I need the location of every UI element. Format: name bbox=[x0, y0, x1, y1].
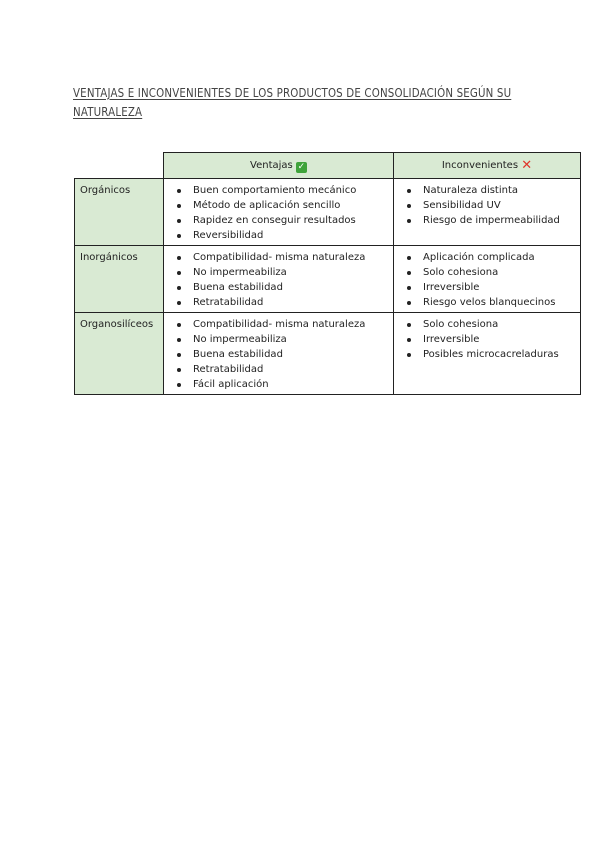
disadvantages-list bbox=[399, 250, 575, 310]
disadvantages-cell bbox=[394, 246, 581, 313]
check-mark-icon: ✓ bbox=[297, 162, 306, 172]
list-item: Solo cohesiona bbox=[423, 317, 575, 332]
table-row bbox=[75, 179, 581, 246]
list-item: Naturaleza distinta bbox=[423, 183, 575, 198]
list-item: Método de aplicación sencillo bbox=[193, 198, 388, 213]
advantages-cell bbox=[164, 246, 394, 313]
row-label: Inorgánicos bbox=[75, 246, 164, 313]
cross-mark-icon: ✕ bbox=[521, 158, 533, 173]
header-empty-cell bbox=[75, 153, 164, 179]
list-item: Riesgo de impermeabilidad bbox=[423, 213, 575, 228]
header-advantages-label: Ventajas bbox=[250, 160, 293, 171]
list-item: Fácil aplicación bbox=[193, 377, 388, 392]
disadvantages-cell bbox=[394, 313, 581, 395]
advantages-cell bbox=[164, 313, 394, 395]
comparison-table bbox=[74, 152, 581, 395]
list-item: Sensibilidad UV bbox=[423, 198, 575, 213]
list-item: Aplicación complicada bbox=[423, 250, 575, 265]
list-item: Solo cohesiona bbox=[423, 265, 575, 280]
list-item: Irreversible bbox=[423, 280, 575, 295]
list-item: Rapidez en conseguir resultados bbox=[193, 213, 388, 228]
advantages-list bbox=[169, 317, 388, 392]
table-row bbox=[75, 313, 581, 395]
list-item: No impermeabiliza bbox=[193, 265, 388, 280]
header-disadvantages bbox=[394, 153, 581, 179]
row-label: Orgánicos bbox=[75, 179, 164, 246]
list-item: Buena estabilidad bbox=[193, 347, 388, 362]
header-disadvantages-label: Inconvenientes bbox=[441, 160, 519, 171]
list-item: No impermeabiliza bbox=[193, 332, 388, 347]
disadvantages-list bbox=[399, 317, 575, 362]
header-advantages bbox=[164, 153, 394, 179]
disadvantages-cell bbox=[394, 179, 581, 246]
list-item: Compatibilidad- misma naturaleza bbox=[193, 317, 388, 332]
list-item: Riesgo velos blanquecinos bbox=[423, 295, 575, 310]
disadvantages-list bbox=[399, 183, 575, 228]
advantages-list bbox=[169, 250, 388, 310]
list-item: Posibles microcacreladuras bbox=[423, 347, 575, 362]
row-label: Organosilíceos bbox=[75, 313, 164, 395]
document-title: VENTAJAS E INCONVENIENTES DE LOS PRODUCTOS DE CONSOLIDACIÓN SEGÚN SU NATURALEZA bbox=[73, 85, 512, 119]
list-item: Buena estabilidad bbox=[193, 280, 388, 295]
table-header-row bbox=[75, 153, 581, 179]
list-item: Retratabilidad bbox=[193, 362, 388, 377]
list-item: Irreversible bbox=[423, 332, 575, 347]
list-item: Buen comportamiento mecánico bbox=[193, 183, 388, 198]
list-item: Compatibilidad- misma naturaleza bbox=[193, 250, 388, 265]
list-item: Reversibilidad bbox=[193, 228, 388, 243]
list-item: Retratabilidad bbox=[193, 295, 388, 310]
advantages-cell bbox=[164, 179, 394, 246]
advantages-list bbox=[169, 183, 388, 243]
table-row bbox=[75, 246, 581, 313]
